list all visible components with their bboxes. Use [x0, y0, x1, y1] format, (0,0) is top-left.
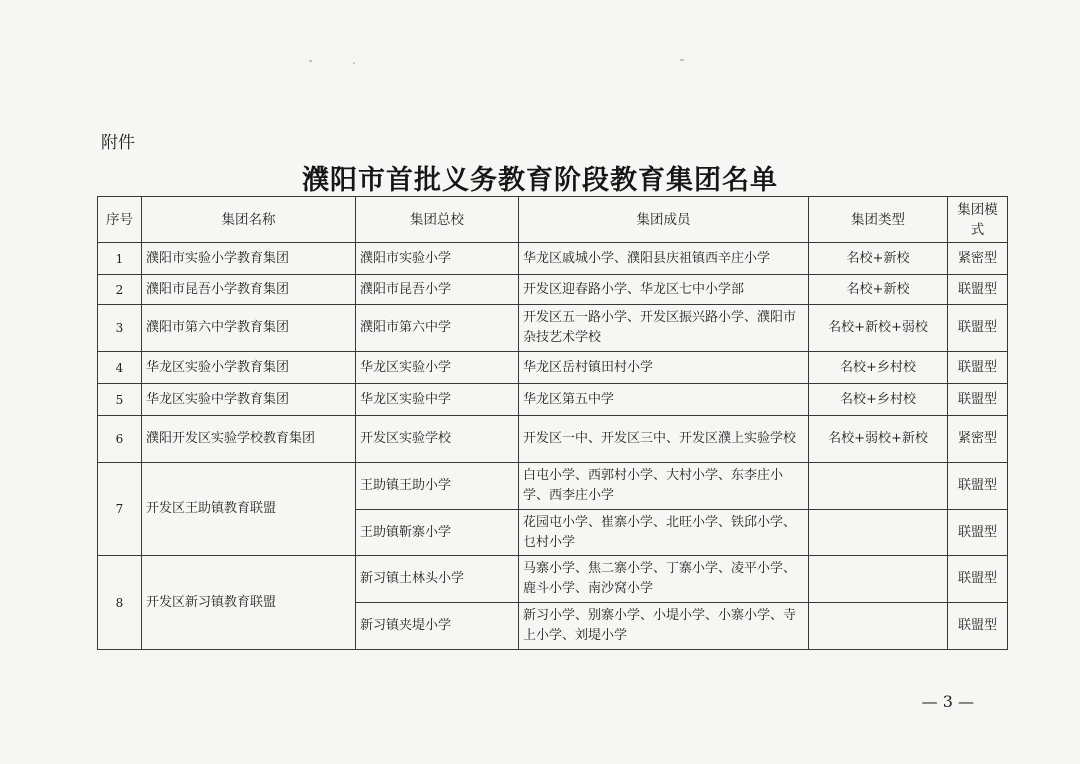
cell-head-school: 新习镇土林头小学 [356, 556, 519, 603]
header-head-school: 集团总校 [356, 197, 519, 243]
cell-members: 华龙区岳村镇田村小学 [519, 352, 809, 384]
cell-members: 新习小学、别寨小学、小堤小学、小寨小学、寺上小学、刘堤小学 [519, 603, 809, 650]
cell-head-school: 濮阳市实验小学 [356, 243, 519, 275]
header-members: 集团成员 [519, 197, 809, 243]
cell-group-name: 华龙区实验小学教育集团 [142, 352, 356, 384]
cell-head-school: 濮阳市第六中学 [356, 305, 519, 352]
scan-speck [680, 59, 684, 61]
cell-group-type: 名校+乡村校 [809, 384, 948, 416]
cell-group-type [809, 603, 948, 650]
page-title: 濮阳市首批义务教育阶段教育集团名单 [302, 165, 778, 196]
cell-group-type [809, 463, 948, 510]
table-row [98, 352, 1008, 384]
cell-members: 马寨小学、焦二寨小学、丁寨小学、凌平小学、鹿斗小学、南沙窝小学 [519, 556, 809, 603]
cell-index: 7 [98, 463, 142, 556]
cell-group-mode: 联盟型 [948, 463, 1008, 510]
table-body [98, 243, 1008, 650]
cell-group-name: 开发区新习镇教育联盟 [142, 556, 356, 650]
cell-group-type [809, 556, 948, 603]
cell-index: 6 [98, 416, 142, 463]
cell-head-school: 王助镇王助小学 [356, 463, 519, 510]
table-row [98, 416, 1008, 463]
cell-members: 开发区五一路小学、开发区振兴路小学、濮阳市杂技艺术学校 [519, 305, 809, 352]
cell-members: 华龙区戚城小学、濮阳县庆祖镇西辛庄小学 [519, 243, 809, 275]
cell-index: 2 [98, 275, 142, 305]
cell-group-type [809, 510, 948, 556]
cell-group-mode: 联盟型 [948, 603, 1008, 650]
page-number: — 3 — [921, 692, 974, 711]
cell-group-mode: 联盟型 [948, 556, 1008, 603]
cell-group-type: 名校+新校 [809, 275, 948, 305]
cell-group-name: 濮阳开发区实验学校教育集团 [142, 416, 356, 463]
cell-group-mode: 联盟型 [948, 510, 1008, 556]
cell-index: 4 [98, 352, 142, 384]
cell-members: 开发区一中、开发区三中、开发区濮上实验学校 [519, 416, 809, 463]
header-group-name: 集团名称 [142, 197, 356, 243]
cell-group-type: 名校+弱校+新校 [809, 416, 948, 463]
cell-group-mode: 联盟型 [948, 305, 1008, 352]
table-row [98, 384, 1008, 416]
cell-head-school: 开发区实验学校 [356, 416, 519, 463]
cell-group-name: 濮阳市第六中学教育集团 [142, 305, 356, 352]
cell-index: 5 [98, 384, 142, 416]
cell-index: 3 [98, 305, 142, 352]
cell-group-mode: 紧密型 [948, 416, 1008, 463]
cell-head-school: 华龙区实验中学 [356, 384, 519, 416]
table-row [98, 463, 1008, 510]
cell-group-name: 开发区王助镇教育联盟 [142, 463, 356, 556]
cell-group-mode: 联盟型 [948, 275, 1008, 305]
cell-members: 花园屯小学、崔寨小学、北旺小学、铁邱小学、乜村小学 [519, 510, 809, 556]
cell-group-name: 濮阳市实验小学教育集团 [142, 243, 356, 275]
cell-group-type: 名校+乡村校 [809, 352, 948, 384]
cell-group-type: 名校+新校+弱校 [809, 305, 948, 352]
cell-head-school: 王助镇靳寨小学 [356, 510, 519, 556]
cell-group-name: 濮阳市昆吾小学教育集团 [142, 275, 356, 305]
table-header-row [98, 197, 1008, 243]
cell-head-school: 新习镇夹堤小学 [356, 603, 519, 650]
table-row [98, 243, 1008, 275]
cell-group-mode: 联盟型 [948, 384, 1008, 416]
table-row [98, 556, 1008, 603]
scan-speck [353, 62, 355, 64]
cell-members: 白屯小学、西郭村小学、大村小学、东李庄小学、西李庄小学 [519, 463, 809, 510]
cell-head-school: 濮阳市昆吾小学 [356, 275, 519, 305]
table-row [98, 275, 1008, 305]
education-group-table [97, 196, 1008, 650]
cell-group-name: 华龙区实验中学教育集团 [142, 384, 356, 416]
cell-members: 开发区迎春路小学、华龙区七中小学部 [519, 275, 809, 305]
header-group-mode: 集团模式 [948, 197, 1008, 243]
header-index: 序号 [98, 197, 142, 243]
header-group-type: 集团类型 [809, 197, 948, 243]
cell-head-school: 华龙区实验小学 [356, 352, 519, 384]
cell-members: 华龙区第五中学 [519, 384, 809, 416]
cell-index: 1 [98, 243, 142, 275]
table-row [98, 305, 1008, 352]
attachment-label: 附件 [101, 133, 135, 153]
cell-group-mode: 紧密型 [948, 243, 1008, 275]
scan-speck [309, 60, 312, 62]
cell-group-mode: 联盟型 [948, 352, 1008, 384]
cell-index: 8 [98, 556, 142, 650]
cell-group-type: 名校+新校 [809, 243, 948, 275]
